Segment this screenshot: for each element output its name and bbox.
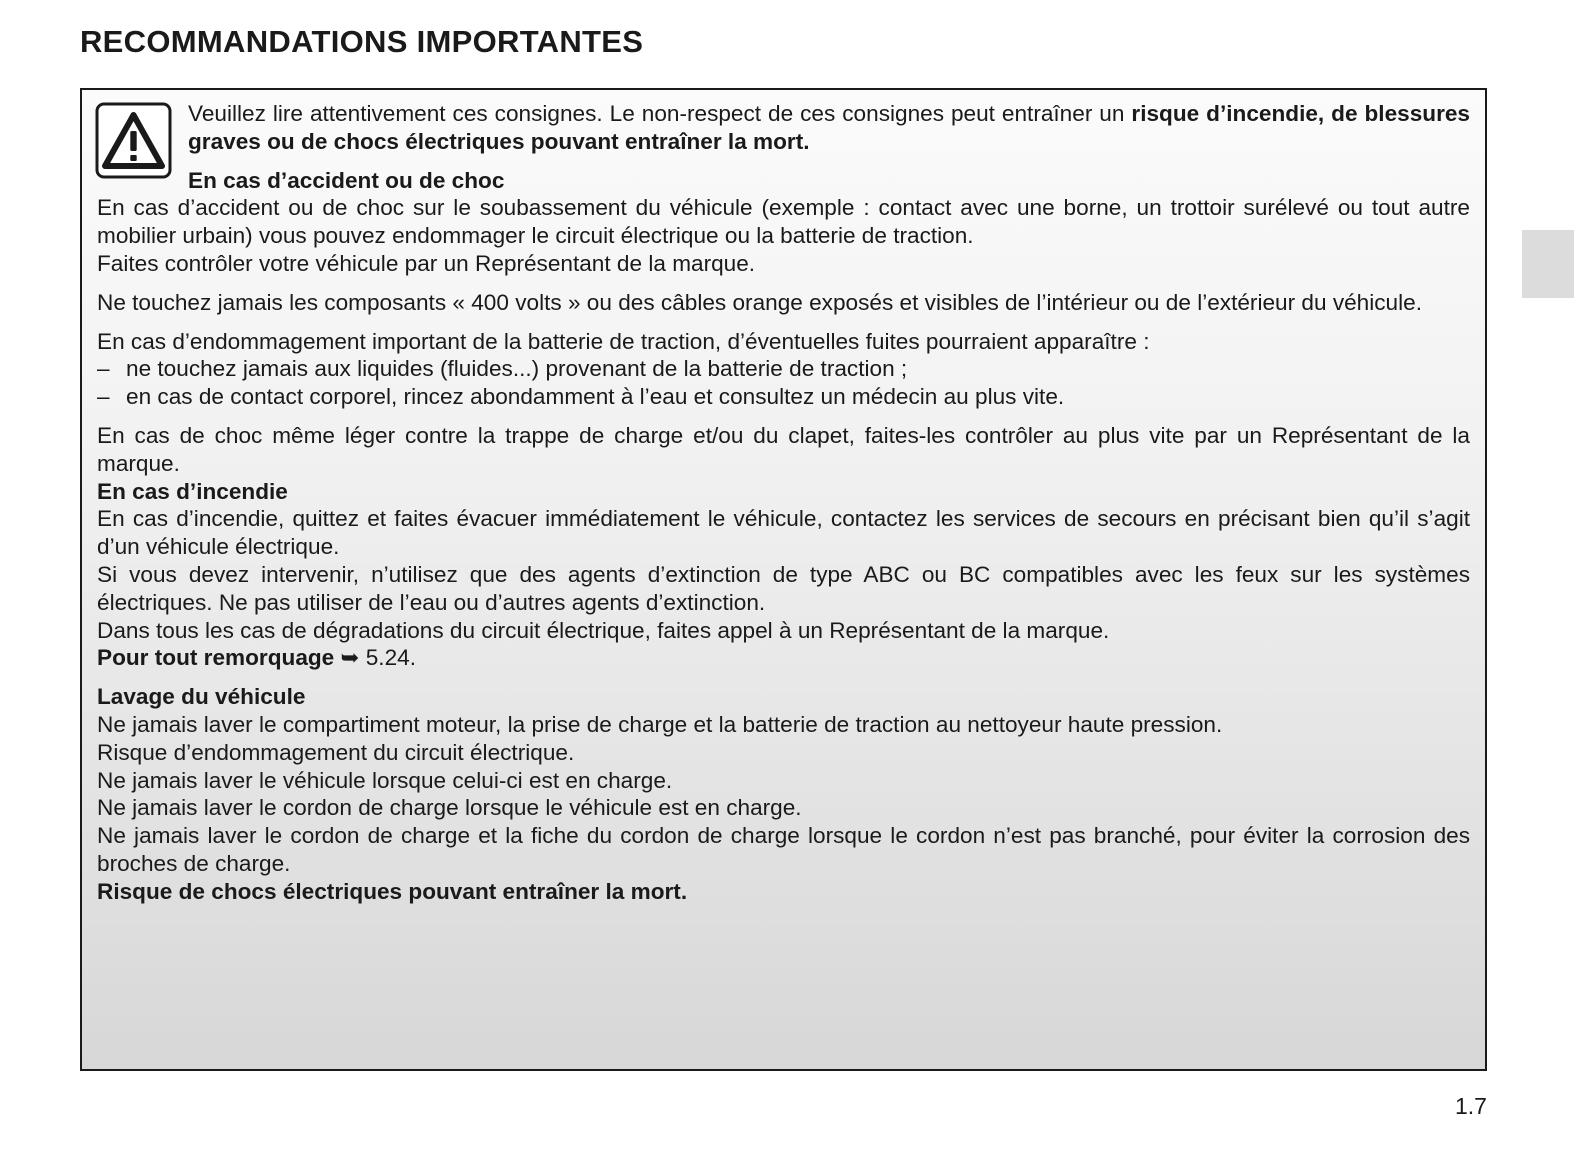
warning-intro-text: Veuillez lire attentivement ces consignes. Le non-respect de ces consignes peut entraîner un xyxy=(188,101,1132,126)
warning-box xyxy=(80,88,1487,1071)
list-item-text: ne touchez jamais aux liquides (fluides...) provenant de la batterie de traction ; xyxy=(126,356,908,382)
chapter-tab xyxy=(1522,230,1574,298)
list-item-text: en cas de contact corporel, rincez abondamment à l’eau et consultez un médecin au plus vite. xyxy=(126,384,1065,410)
dash-marker: – xyxy=(97,384,110,410)
fire-heading: En cas d’incendie xyxy=(97,478,288,504)
towing-page-ref: 5.24. xyxy=(359,645,416,671)
list-item xyxy=(97,383,1470,411)
battery-damage-section xyxy=(97,328,1470,411)
accident-heading: En cas d’accident ou de choc xyxy=(188,167,505,193)
charge-flap-paragraph: En cas de choc même léger contre la trappe de charge et/ou du clapet, faites-les contrôler au plus vite par un Représentant de la marque. xyxy=(97,422,1470,476)
warning-intro-bold: risque d’incendie, de blessures graves ou de chocs électriques pouvant entraîner la mort. xyxy=(188,101,1470,154)
fire-text-2: Si vous devez intervenir, n’utilisez que des agents d’extinction de type ABC ou BC compatibles avec les feux sur les systèmes électriques. Ne pas utiliser de l’eau ou d’autres agents d’extinction. xyxy=(97,561,1470,615)
accident-paragraph xyxy=(97,194,1470,277)
washing-line: Ne jamais laver le cordon de charge lorsque le véhicule est en charge. xyxy=(97,795,802,821)
washing-line: Ne jamais laver le compartiment moteur, la prise de charge et la batterie de traction au nettoyeur haute pression. xyxy=(97,711,1223,737)
battery-damage-text: En cas d’endommagement important de la batterie de traction, d’éventuelles fuites pourraient apparaître : xyxy=(97,328,1150,354)
page-number: 1.7 xyxy=(1455,1093,1487,1119)
washing-final-warning: Risque de chocs électriques pouvant entraîner la mort. xyxy=(97,878,688,904)
washing-line: Ne jamais laver le cordon de charge et la fiche du cordon de charge lorsque le cordon n’est pas branché, pour éviter la corrosion des broches de charge. xyxy=(97,823,1470,876)
towing-reference xyxy=(97,644,1470,672)
fire-text-1: En cas d’incendie, quittez et faites évacuer immédiatement le véhicule, contactez les services de secours en précisant bien qu’il s’agit d’un véhicule électrique. xyxy=(97,506,1470,560)
fire-text-3: Dans tous les cas de dégradations du circuit électrique, faites appel à un Représentant de la marque. xyxy=(97,617,1110,643)
washing-line: Risque d’endommagement du circuit électrique. xyxy=(97,739,575,765)
washing-section xyxy=(97,683,1470,905)
warning-intro xyxy=(188,100,1470,156)
washing-heading: Lavage du véhicule xyxy=(97,684,306,710)
list-item xyxy=(97,355,1470,383)
page-title: RECOMMANDATIONS IMPORTANTES xyxy=(80,24,644,59)
fire-section xyxy=(97,422,1470,672)
dash-marker: – xyxy=(97,356,110,382)
accident-text-2: Faites contrôler votre véhicule par un Représentant de la marque. xyxy=(97,250,756,276)
washing-line: Ne jamais laver le véhicule lorsque celui-ci est en charge. xyxy=(97,767,673,793)
warning-triangle-icon xyxy=(95,102,172,179)
high-voltage-paragraph: Ne touchez jamais les composants « 400 volts » ou des câbles orange exposés et visibles de l’intérieur ou de l’extérieur du véhicule. xyxy=(97,289,1422,315)
arrow-icon: ➥ xyxy=(340,645,360,671)
accident-text-1: En cas d’accident ou de choc sur le soubassement du véhicule (exemple : contact avec une borne, un trottoir surélevé ou tout autre mobilier urbain) vous pouvez endommager le circuit électrique ou la batterie de traction. xyxy=(97,195,1470,249)
towing-label: Pour tout remorquage xyxy=(97,645,335,671)
